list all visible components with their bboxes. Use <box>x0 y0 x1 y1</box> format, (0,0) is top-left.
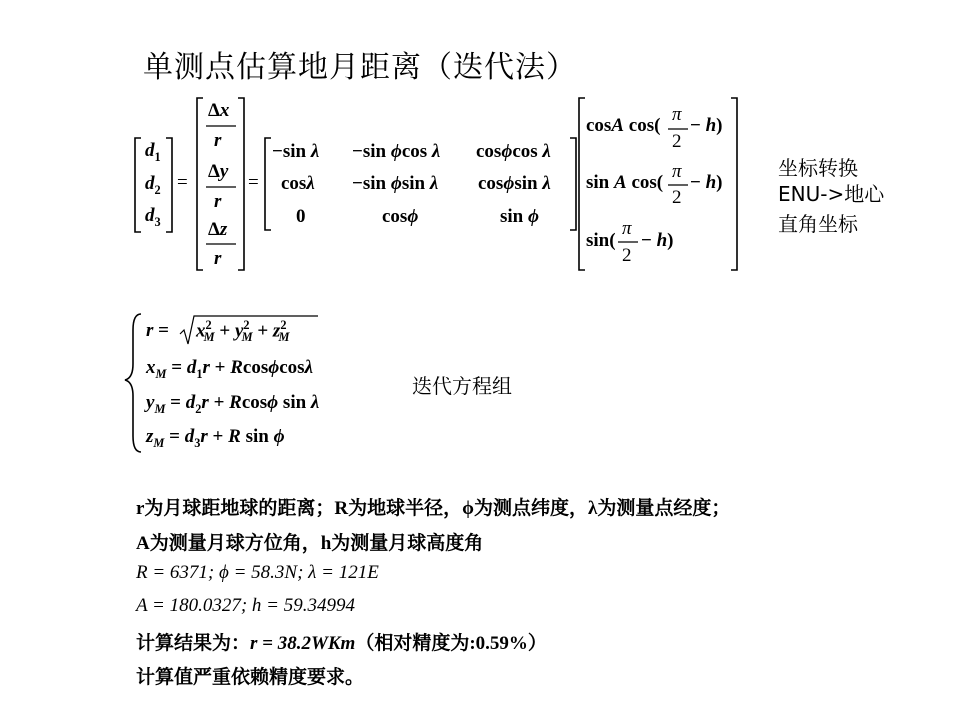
text-line-1: r为月球距地球的距离；R为地球半径，ϕ为测点纬度，λ为测量点经度； <box>136 498 731 519</box>
dir-2-head: sin A cos( <box>586 172 664 193</box>
equals-sign-1: = <box>177 172 188 193</box>
rot-11: −sin λ <box>272 141 320 162</box>
dir-1-head: cosA cos( <box>586 115 661 136</box>
dir-3-tail: − h) <box>641 230 674 251</box>
d3: $d_3$ <box>145 205 161 229</box>
dir-1-tail: − h) <box>690 115 723 136</box>
result-value: r = 38.2WKm <box>250 633 356 654</box>
d2: $d_2$ <box>145 173 161 197</box>
text-line-6: 计算值严重依赖精度要求。 <box>136 667 365 688</box>
text-line-5 <box>136 628 547 655</box>
rot-31: 0 <box>296 206 306 227</box>
slide-title: 单测点估算地月距离（迭代法） <box>143 50 577 85</box>
transform-note-2: ENU->地心 <box>778 182 885 206</box>
text-line-3: R = 6371; ϕ = 58.3N; λ = 121E <box>136 562 379 583</box>
dir-3-head: sin( <box>586 230 616 251</box>
dir-2-tail: − h) <box>690 172 723 193</box>
rot-32: cosϕ <box>382 206 419 227</box>
eq-zm: $z_M = d_3r + R$ sin ϕ <box>146 426 285 450</box>
enu-dz: Δz <box>208 219 228 240</box>
transform-note-3: 直角坐标 <box>778 212 858 236</box>
iteration-note: 迭代方程组 <box>412 374 512 398</box>
dir-2-pi: π <box>672 161 682 182</box>
dir-1-pi: π <box>672 104 682 125</box>
equals-sign-2: = <box>248 172 259 193</box>
d1: $d_1$ <box>145 140 161 164</box>
dir-3-pi: π <box>622 218 632 239</box>
rot-21: cosλ <box>281 173 315 194</box>
eq-ym: $y_M = d_2r + Rcos\phi$ sin λ <box>146 392 320 416</box>
rot-33: sin ϕ <box>500 206 539 227</box>
enu-r-2: r <box>214 191 222 212</box>
eq-r: r = <box>146 320 169 341</box>
dir-3-two: 2 <box>622 245 632 266</box>
rot-12: −sin ϕcos λ <box>352 141 441 162</box>
rot-23: cosϕsin λ <box>478 173 551 194</box>
result-suffix: （相对精度为:0.59%） <box>355 633 547 654</box>
enu-dy: Δy <box>208 161 229 182</box>
rot-13: cosϕcos λ <box>476 141 551 162</box>
transform-note-1: 坐标转换 <box>778 156 858 180</box>
text-line-2: A为测量月球方位角，h为测量月球高度角 <box>136 533 484 554</box>
rot-22: −sin ϕsin λ <box>352 173 439 194</box>
dir-1-two: 2 <box>672 131 682 152</box>
dir-2-two: 2 <box>672 187 682 208</box>
text-line-4: A = 180.0327; h = 59.34994 <box>136 595 355 616</box>
result-prefix: 计算结果为： <box>136 633 251 654</box>
eq-xm: $x_M = d_1r + Rcos\phi\cos\lambda$ <box>146 357 313 381</box>
eq-r-radicand: $x^2_M + y^2_M + z^2_M$ <box>196 318 290 345</box>
enu-r-3: r <box>214 248 222 269</box>
enu-r-1: r <box>214 130 222 151</box>
enu-dx: Δx <box>208 100 230 121</box>
